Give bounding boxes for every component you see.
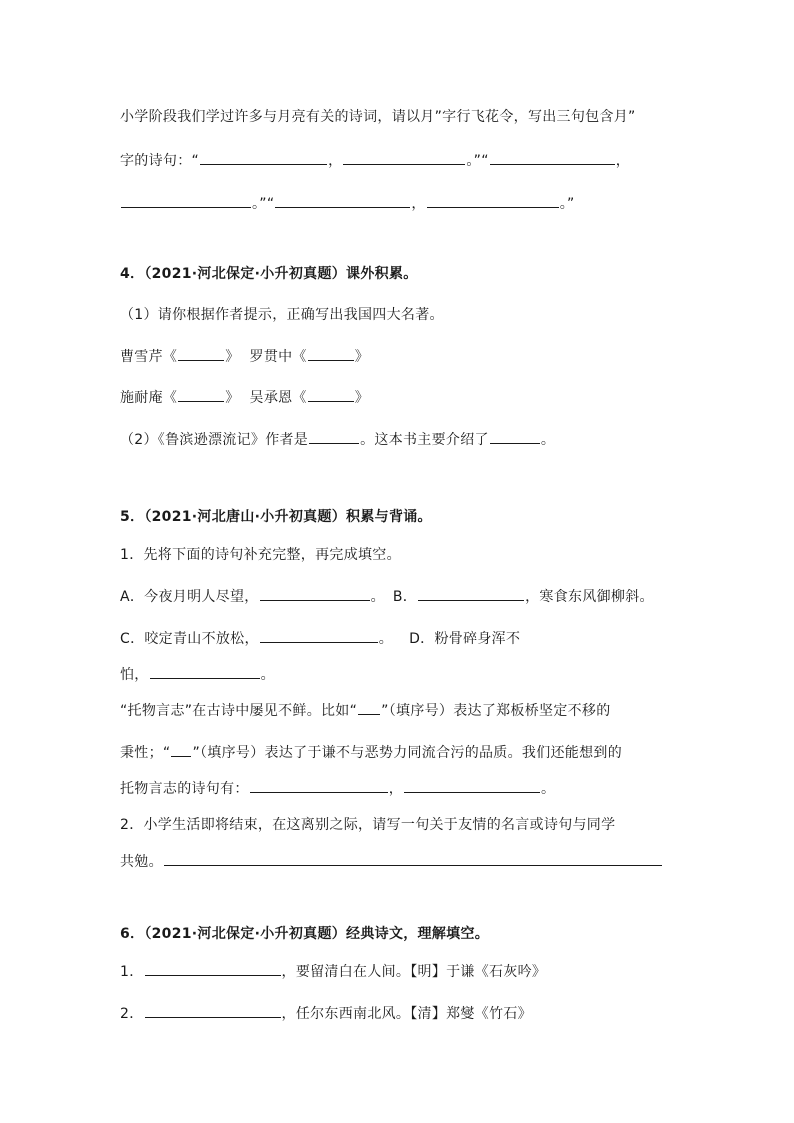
q4-author-label: 施耐庵《 [120, 390, 178, 406]
q5-option-d-cont: 怕， [120, 667, 149, 683]
q5-blank-b[interactable] [418, 586, 524, 601]
q3-separator: 。” [559, 196, 575, 212]
q3-instruction-line-1 [120, 107, 636, 127]
q6-line-2 [120, 1003, 532, 1024]
q3-answer-line-3 [120, 193, 575, 214]
q5-sub1-text: 1．先将下面的诗句补充完整，再完成填空。 [120, 547, 401, 563]
q6-blank-2[interactable] [145, 1003, 281, 1018]
q3-blank-6[interactable] [427, 193, 559, 208]
q3-separator: ， [615, 153, 631, 169]
q3-instruction-text-2: 字的诗句：“ [120, 153, 200, 169]
q3-blank-4[interactable] [121, 193, 251, 208]
q4-sub1 [120, 305, 444, 325]
q3-separator: 。”“ [466, 153, 489, 169]
q4-content-blank[interactable] [490, 429, 540, 444]
q6-item-number: 2． [120, 1006, 144, 1022]
q5-text-line-2 [120, 742, 622, 763]
q5-blank-number-1[interactable] [358, 700, 380, 715]
q6-heading [120, 924, 489, 944]
q5-blank-poem-2[interactable] [404, 778, 540, 793]
q5-blank-friendship[interactable] [164, 851, 662, 866]
q4-sub2-text: （2）《鲁滨逊漂流记》作者是 [120, 432, 309, 448]
q5-text: ”（填序号）表达了郑板桥坚定不移的 [381, 703, 611, 719]
q5-blank-c[interactable] [260, 628, 378, 643]
q6-item-number: 1． [120, 964, 144, 980]
q3-separator: ， [328, 153, 343, 169]
q5-option-d: D．粉骨碎身浑不 [409, 631, 521, 647]
q4-bracket: 》 [225, 390, 240, 406]
q4-heading-text: 4．（2021·河北保定·小升初真题）课外积累。 [120, 266, 418, 282]
q3-separator: ， [411, 196, 426, 212]
q5-option-d-end: 。 [260, 667, 275, 683]
q4-novels-row-2 [120, 387, 369, 408]
q4-sub2 [120, 429, 555, 450]
q4-bracket: 》 [225, 349, 240, 365]
q5-sub2-cont [120, 851, 663, 872]
q3-answer-line-2 [120, 150, 630, 171]
q5-option-b: B． [392, 589, 418, 605]
q4-novel-blank-4[interactable] [308, 387, 354, 402]
q6-blank-1[interactable] [145, 961, 281, 976]
q5-text: ， [388, 781, 404, 797]
q5-sub2-text: 共勉。 [120, 854, 163, 870]
q5-option-c: C．咬定青山不放松， [120, 631, 259, 647]
q4-novels-row-1 [120, 346, 369, 367]
q5-text: 。 [541, 781, 556, 797]
q5-sub1 [120, 545, 401, 565]
q5-option-b-end: ，寒食东风御柳斜。 [525, 589, 654, 605]
q5-row-ab [120, 586, 654, 607]
q4-author-label: 曹雪芹《 [120, 349, 178, 365]
q5-text: 托物言志的诗句有： [120, 781, 249, 797]
q5-option-c-end: 。 [378, 631, 394, 647]
q5-text: “托物言志”在古诗中屡见不鲜。比如“ [120, 703, 358, 719]
q5-text: ”（填序号）表达了于谦不与恶势力同流合污的品质。我们还能想到的 [192, 745, 623, 761]
q4-sub2-text: 。 [540, 432, 556, 448]
q6-item-text: ，要留清白在人间。【明】于谦《石灰吟》 [281, 964, 547, 980]
q4-bracket: 》 [354, 390, 370, 406]
q4-novel-blank-3[interactable] [178, 387, 224, 402]
q5-text: 秉性；“ [120, 745, 171, 761]
q5-blank-number-2[interactable] [171, 742, 191, 757]
q3-blank-2[interactable] [343, 150, 465, 165]
q5-blank-a[interactable] [260, 586, 370, 601]
q5-row-d-cont [120, 664, 275, 685]
q5-blank-poem-1[interactable] [250, 778, 388, 793]
q5-heading-text: 5．（2021·河北唐山·小升初真题）积累与背诵。 [120, 509, 432, 525]
q5-text-line-1 [120, 700, 611, 721]
q3-separator: 。”“ [252, 196, 275, 212]
q5-blank-d[interactable] [150, 664, 260, 679]
q6-item-text: ，任尔东西南北风。【清】郑燮《竹石》 [281, 1006, 532, 1022]
q6-heading-text: 6．（2021·河北保定·小升初真题）经典诗文，理解填空。 [120, 926, 490, 942]
q5-option-a: A．今夜月明人尽望， [120, 589, 259, 605]
q3-blank-5[interactable] [275, 193, 410, 208]
q4-author-label: 吴承恩《 [249, 390, 307, 406]
q4-sub2-text: 。这本书主要介绍了 [360, 432, 489, 448]
q5-row-cd [120, 628, 520, 649]
q5-text-line-3 [120, 778, 555, 799]
q4-novel-blank-2[interactable] [308, 346, 354, 361]
q4-author-label: 罗贯中《 [249, 349, 307, 365]
q4-bracket: 》 [354, 349, 370, 365]
q4-sub1-text: （1）请你根据作者提示，正确写出我国四大名著。 [120, 307, 444, 323]
q5-sub2 [120, 815, 615, 835]
q4-author-blank[interactable] [309, 429, 359, 444]
q3-blank-3[interactable] [490, 150, 615, 165]
q6-line-1 [120, 961, 546, 982]
q4-novel-blank-1[interactable] [178, 346, 224, 361]
q5-option-a-end: 。 [370, 589, 385, 605]
q3-blank-1[interactable] [200, 150, 327, 165]
q5-sub2-text: 2．小学生活即将结束，在这离别之际，请写一句关于友情的名言或诗句与同学 [120, 817, 616, 833]
q4-heading [120, 264, 418, 284]
q3-instruction-text-1: 小学阶段我们学过许多与月亮有关的诗词，请以月”字行飞花令，写出三句包含月” [120, 109, 636, 125]
q5-heading [120, 507, 432, 527]
